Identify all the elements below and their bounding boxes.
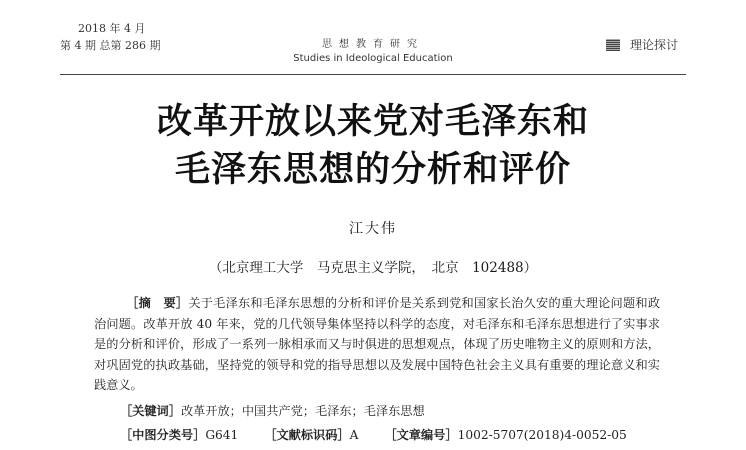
article-number-label: ［文章编号］ <box>384 428 458 442</box>
title-line-1: 改革开放以来党对毛泽东和 <box>156 102 589 142</box>
abstract <box>94 293 660 396</box>
header-divider <box>60 74 686 75</box>
column-tag <box>606 36 678 53</box>
doc-code-label: ［文献标识码］ <box>264 428 350 442</box>
article-title <box>0 98 746 194</box>
striped-square-icon <box>606 39 620 51</box>
author-affiliation: （北京理工大学 马克思主义学院， 北京 102488） <box>208 260 538 276</box>
keywords-label: ［关键词］ <box>120 404 181 418</box>
clc-value: G641 <box>205 428 239 442</box>
journal-name-cn: 思想教育研究 <box>322 39 424 50</box>
classification-line <box>120 426 627 443</box>
keywords <box>120 402 425 419</box>
publication-date: 2018 年 4 月 <box>78 22 146 35</box>
issue-number: 第 4 期 总第 286 期 <box>60 39 161 52</box>
column-name: 理论探讨 <box>629 38 678 52</box>
journal-name-en: Studies in Ideological Education <box>293 53 453 64</box>
page-header <box>0 0 746 76</box>
clc-label: ［中图分类号］ <box>120 428 206 442</box>
abstract-label: ［摘 要］ <box>126 296 189 310</box>
abstract-text: 关于毛泽东和毛泽东思想的分析和评价是关系到党和国家长治久安的重大理论问题和政治问题。改革开放 40 年来，党的几代领导集体坚持以科学的态度，对毛泽东和毛泽东思想进行了实事求是的分析和评价，形成了一系列一脉相承而又与时俱进的思想观点，体现了历史唯物主义的原则和方法，对巩固党的执政基础，坚持党的领导和党的指导思想以及发展中国特色社会主义具有重要的理论意义和实践意义。 <box>94 296 661 392</box>
title-line-2: 毛泽东思想的分析和评价 <box>174 150 571 190</box>
article-number-value: 1002-5707(2018)4-0052-05 <box>457 428 627 442</box>
keywords-text: 改革开放；中国共产党；毛泽东；毛泽东思想 <box>180 404 425 418</box>
doc-code-value: A <box>349 428 359 442</box>
author-name: 江大伟 <box>349 221 397 237</box>
